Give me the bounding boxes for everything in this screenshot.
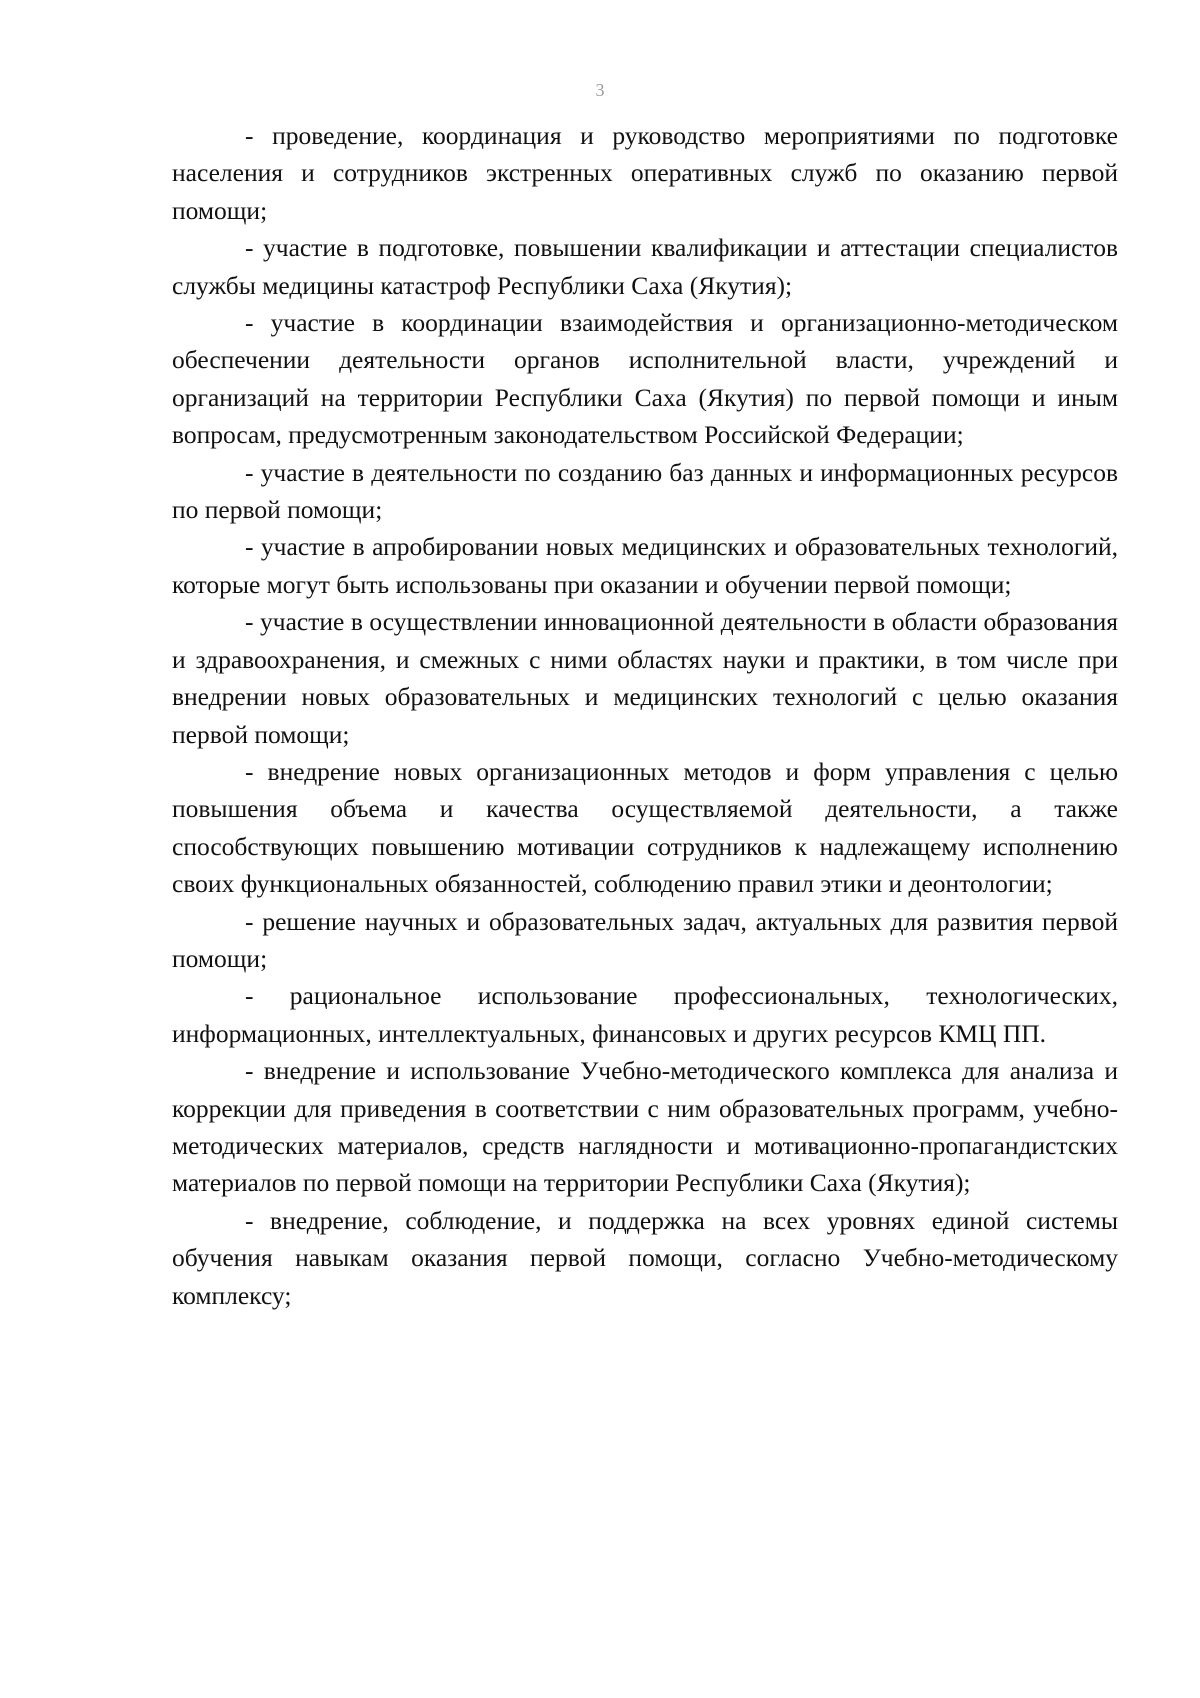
paragraph-methodical-complex: - внедрение и использование Учебно-методического комплекса для анализа и коррекции для приведения в соответствии с ним образовательных программ, учебно-методических материалов, средств наглядности и мотивационно-пропагандистских материалов по первой помощи на территории Республики Саха (Якутия); — [172, 1056, 1118, 1198]
paragraph-innovation: - участие в осуществлении инновационной деятельности в области образования и здравоохранения, и смежных с ними областях науки и практики, в том числе при внедрении новых образовательных и медицинских технологий с целью оказания первой помощи; — [172, 607, 1118, 749]
paragraph-interaction-coordination: - участие в координации взаимодействия и организационно-методическом обеспечении деятельности органов исполнительной власти, учреждений и организаций на территории Республики Саха (Якутия) по первой помощи и иным вопросам, предусмотренным законодательством Российской Федерации; — [172, 308, 1118, 450]
page-number: 3 — [595, 80, 605, 100]
paragraph-resource-use: - рациональное использование профессиональных, технологических, информационных, интеллектуальных, финансовых и других ресурсов КМЦ ПП. — [172, 981, 1118, 1048]
paragraph-scientific-tasks: - решение научных и образовательных задач, актуальных для развития первой помощи; — [172, 906, 1118, 973]
paragraph-training-coordination: - проведение, координация и руководство мероприятиями по подготовке населения и сотрудников экстренных оперативных служб по оказанию первой помощи; — [172, 121, 1118, 225]
document-body — [172, 117, 1118, 1314]
paragraph-unified-system: - внедрение, соблюдение, и поддержка на всех уровнях единой системы обучения навыкам оказания первой помощи, согласно Учебно-методическому комплексу; — [172, 1205, 1118, 1310]
paragraph-management-methods: - внедрение новых организационных методов и форм управления с целью повышения объема и качества осуществляемой деятельности, а также способствующих повышению мотивации сотрудников к надлежащему исполнению своих функциональных обязанностей, соблюдению правил этики и деонтологии; — [172, 756, 1118, 899]
paragraph-technology-testing: - участие в апробировании новых медицинских и образовательных технологий, которые могут быть использованы при оказании и обучении первой помощи; — [172, 532, 1118, 599]
paragraph-databases: - участие в деятельности по созданию баз данных и информационных ресурсов по первой помощи; — [172, 457, 1118, 525]
paragraph-specialist-qualification: - участие в подготовке, повышении квалификации и аттестации специалистов службы медицины катастроф Республики Саха (Якутия); — [172, 233, 1118, 300]
